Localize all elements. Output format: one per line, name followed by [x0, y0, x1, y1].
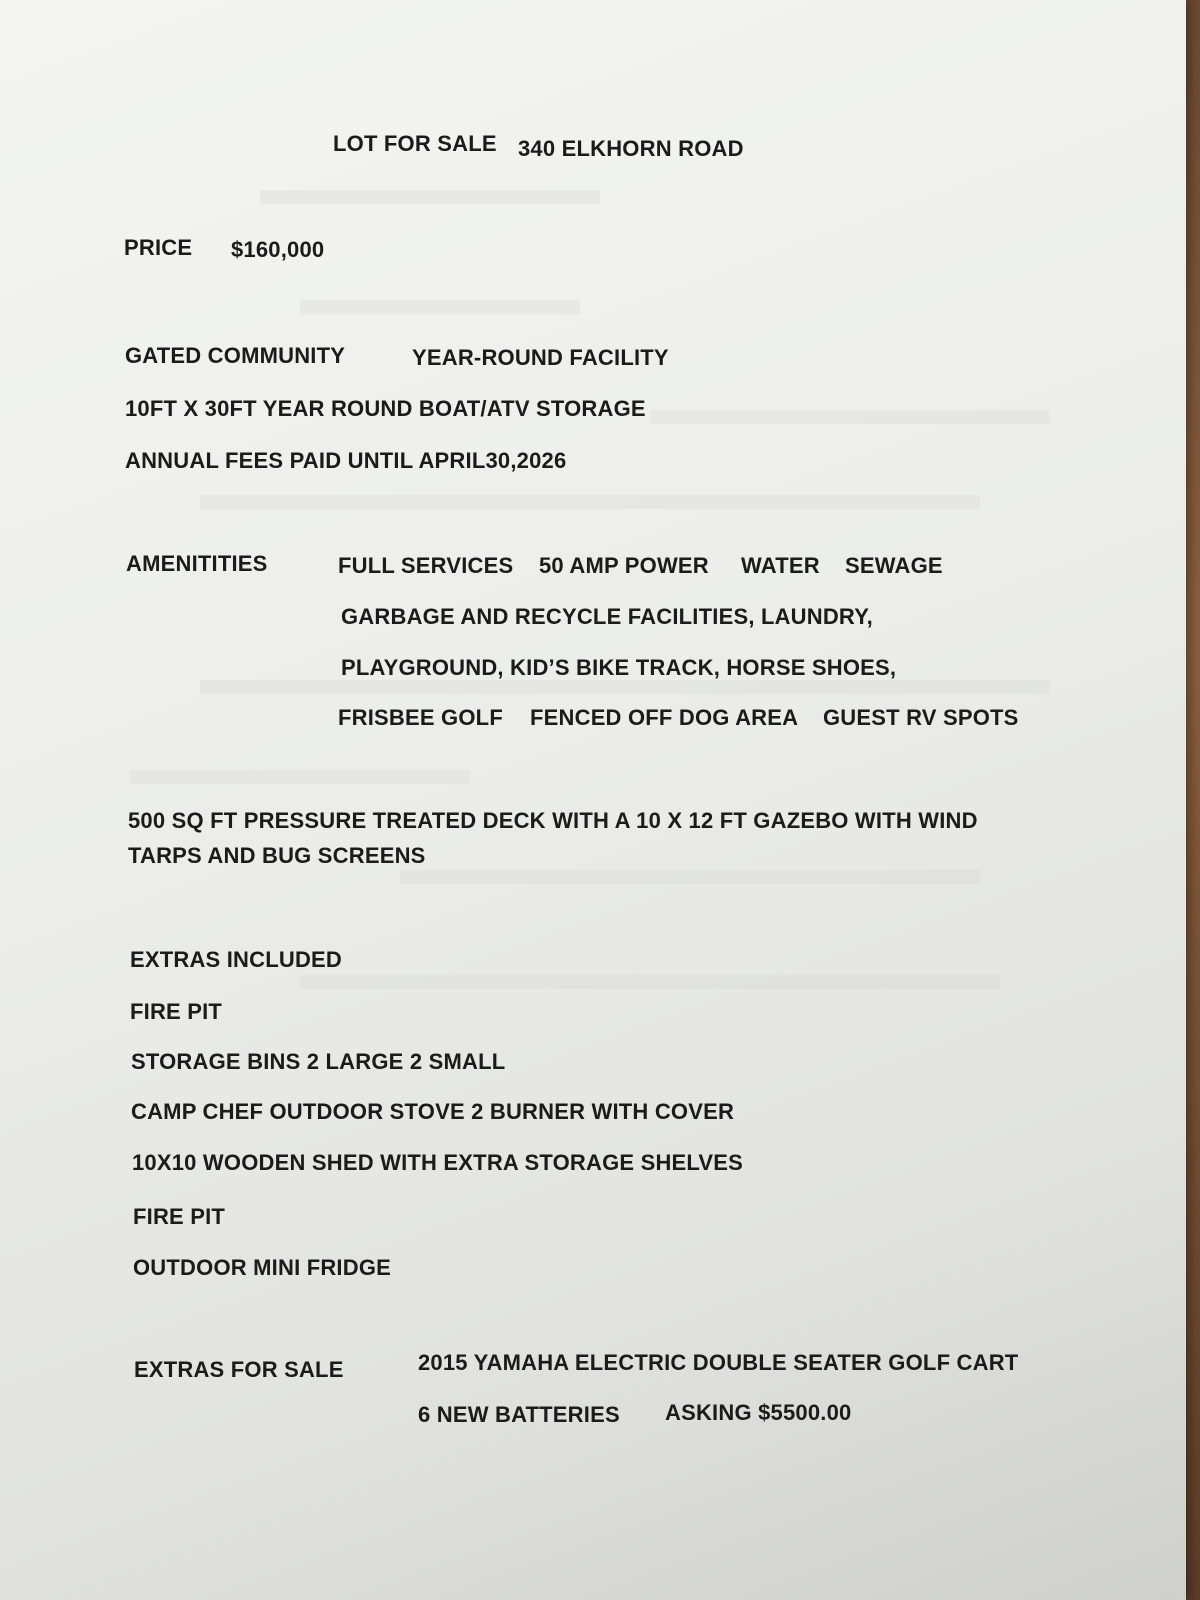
amenity-sewage: SEWAGE [845, 553, 943, 578]
annual-fees: ANNUAL FEES PAID UNTIL APRIL30,2026 [125, 448, 567, 473]
amenities-line-3: PLAYGROUND, KID’S BIKE TRACK, HORSE SHOES, [341, 655, 897, 680]
title-address: 340 ELKHORN ROAD [518, 136, 744, 161]
asking-price: ASKING $5500.00 [665, 1400, 852, 1425]
amenity-fenced-dog-area: FENCED OFF DOG AREA [530, 705, 799, 730]
price-label: PRICE [124, 235, 193, 260]
extras-for-sale-label: EXTRAS FOR SALE [134, 1357, 344, 1382]
show-through-texture [130, 770, 470, 784]
extras-included-item: FIRE PIT [130, 999, 223, 1024]
price-value: $160,000 [231, 237, 325, 262]
gated-community: GATED COMMUNITY [125, 343, 346, 368]
amenities-line-2: GARBAGE AND RECYCLE FACILITIES, LAUNDRY, [341, 604, 873, 629]
new-batteries: 6 NEW BATTERIES [418, 1402, 620, 1427]
show-through-texture [400, 870, 980, 884]
extras-included-item: 10X10 WOODEN SHED WITH EXTRA STORAGE SHELVES [132, 1150, 744, 1175]
show-through-texture [300, 300, 580, 314]
extras-included-item: STORAGE BINS 2 LARGE 2 SMALL [131, 1049, 506, 1074]
extras-included-label: EXTRAS INCLUDED [130, 947, 343, 972]
extras-included-item: CAMP CHEF OUTDOOR STOVE 2 BURNER WITH COVER [131, 1099, 735, 1124]
amenity-water: WATER [741, 553, 820, 578]
extras-included-item: OUTDOOR MINI FRIDGE [133, 1255, 392, 1280]
amenity-50-amp-power: 50 AMP POWER [539, 553, 709, 578]
show-through-texture [650, 410, 1050, 424]
year-round-facility: YEAR-ROUND FACILITY [412, 345, 669, 370]
show-through-texture [200, 495, 980, 509]
amenity-guest-rv-spots: GUEST RV SPOTS [823, 705, 1019, 730]
extras-included-item: FIRE PIT [133, 1204, 226, 1229]
show-through-texture [200, 680, 1050, 694]
show-through-texture [300, 975, 1000, 989]
deck-line-2: TARPS AND BUG SCREENS [128, 843, 426, 868]
amenities-label: AMENITITIES [126, 551, 268, 576]
amenity-full-services: FULL SERVICES [338, 553, 514, 578]
boat-atv-storage: 10FT X 30FT YEAR ROUND BOAT/ATV STORAGE [125, 396, 646, 421]
golf-cart-item: 2015 YAMAHA ELECTRIC DOUBLE SEATER GOLF CART [418, 1350, 1019, 1375]
title-lot-for-sale: LOT FOR SALE [333, 131, 497, 156]
amenity-frisbee-golf: FRISBEE GOLF [338, 705, 503, 730]
show-through-texture [260, 190, 600, 204]
deck-line-1: 500 SQ FT PRESSURE TREATED DECK WITH A 10 X 12 FT GAZEBO WITH WIND [128, 808, 978, 833]
